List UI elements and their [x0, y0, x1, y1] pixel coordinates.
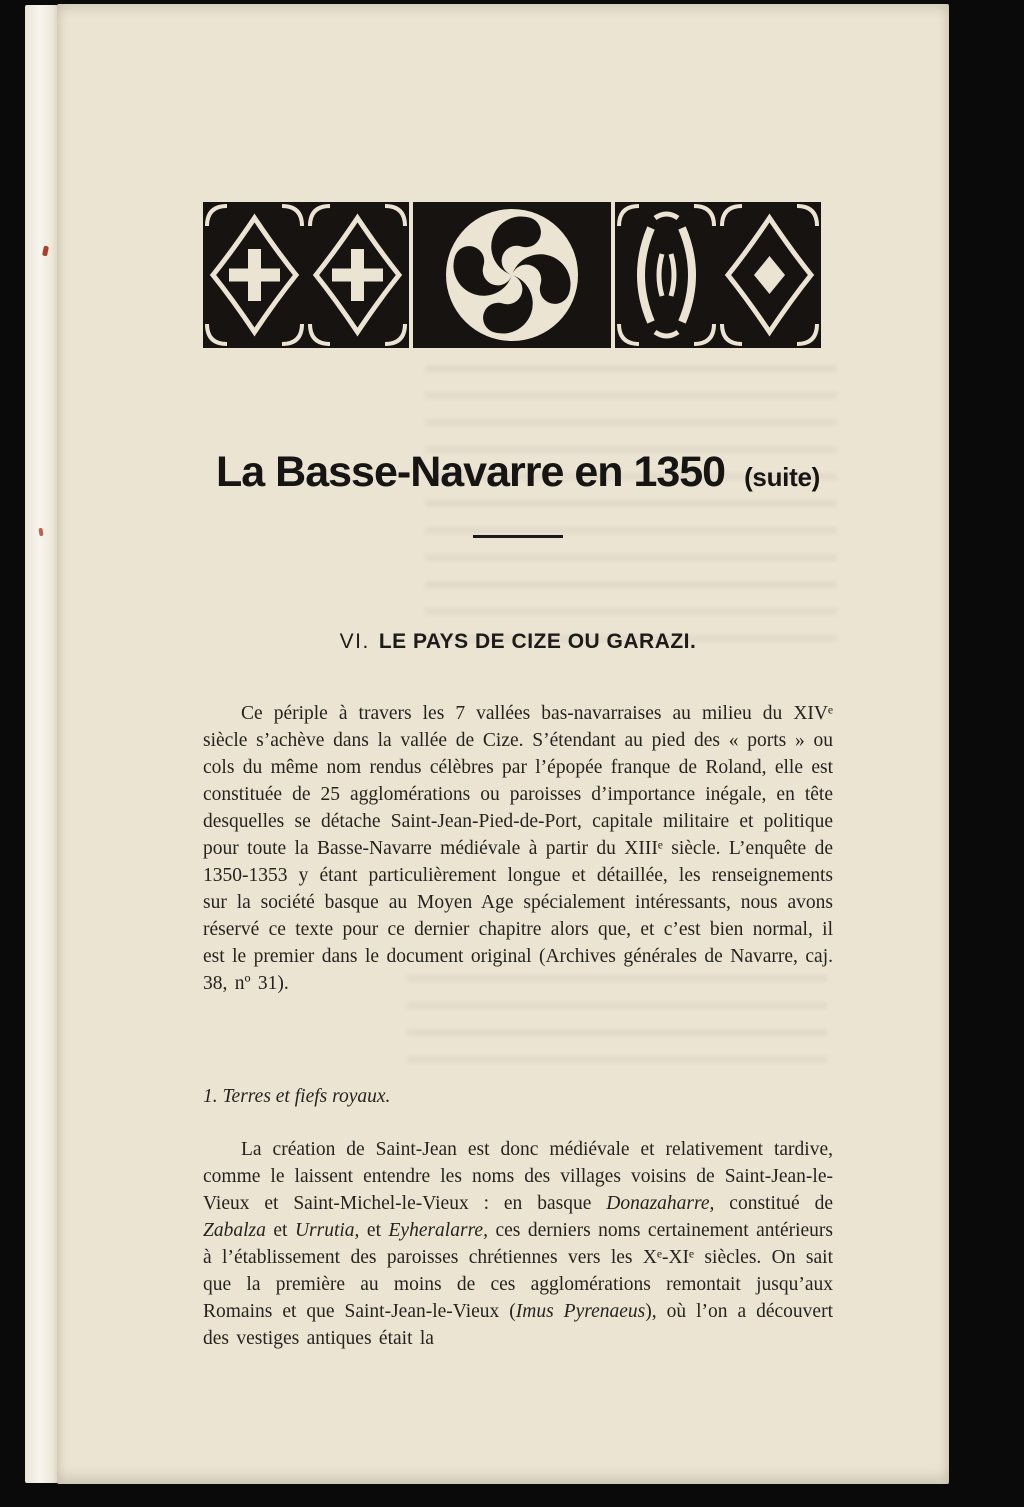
binding-thread-mark [42, 246, 49, 257]
facing-page-edge [25, 5, 58, 1483]
text-segment: constitué de [714, 1193, 833, 1214]
text-segment: ), où l’on a découvert des vestiges antiques était la [203, 1301, 833, 1349]
italic-term: Urrutia, [294, 1220, 360, 1241]
section-heading-text: LE PAYS DE CIZE OU GARAZI. [378, 630, 697, 653]
lauburu-icon [413, 202, 611, 348]
text-segment: et [359, 1220, 389, 1241]
binding-thread-mark [38, 528, 43, 536]
page-content [203, 4, 833, 1352]
text-segment: et [265, 1220, 295, 1241]
text-segment: La création de Saint-Jean est donc médiévale et relativement tardive, comme le laissent entendre les noms des villages voisins de Saint-Jean-le-Vieux et Saint-Michel-le-Vieux : en basque [203, 1139, 833, 1214]
body-paragraph-2 [203, 1136, 833, 1352]
parentheses-motif [615, 202, 821, 348]
body-paragraph-1: Ce périple à travers les 7 vallées bas-navarraises au milieu du XIVᵉ siècle s’achève dans la vallée de Cize. S’étendant au pied des « ports » ou cols du même nom rendus célèbres par l’épopée franque de Roland, elle est constituée de 25 agglomérations ou paroisses d’importance inégale, en tête desquelles se détache Saint-Jean-Pied-de-Port, capitale militaire et politique pour toute la Basse-Navarre médiévale à partir du XIIIᵉ siècle. L’enquête de 1350-1353 y étant particulièrement longue et détaillée, les renseignements sur la société basque au Moyen Age spécialement intéressants, nous avons réservé ce texte pour ce dernier chapitre alors que, et c’est bien normal, il est le premier dans le document original (Archives générales de Navarre, caj. 38, nº 31). [203, 703, 833, 994]
text-segment: ces derniers noms certainement antérieurs à l’établissement des paroisses chrétiennes vers les Xᵉ-XIᵉ siècles. On sait que la première au moins de ces agglomérations remontait jusqu’aux Romains et que Saint-Jean-le-Vieux ( [203, 1220, 833, 1322]
italic-term: Eyheralarre, [388, 1220, 488, 1241]
italic-term: Imus Pyrenaeus [515, 1301, 646, 1322]
section-heading [203, 630, 833, 654]
basque-ornament-band [203, 202, 821, 348]
page-title [203, 448, 833, 501]
book-page [57, 4, 949, 1484]
italic-term: Donazaharre, [606, 1193, 715, 1214]
title-divider [473, 535, 563, 538]
diamond-cross-motif [203, 202, 409, 348]
italic-term: Zabalza [203, 1220, 266, 1241]
title-suffix: (suite) [744, 462, 820, 492]
title-main: La Basse-Navarre en 1350 [216, 448, 726, 496]
section-numeral: VI. [339, 630, 370, 653]
subsection-heading: 1. Terres et fiefs royaux. [203, 1086, 391, 1107]
